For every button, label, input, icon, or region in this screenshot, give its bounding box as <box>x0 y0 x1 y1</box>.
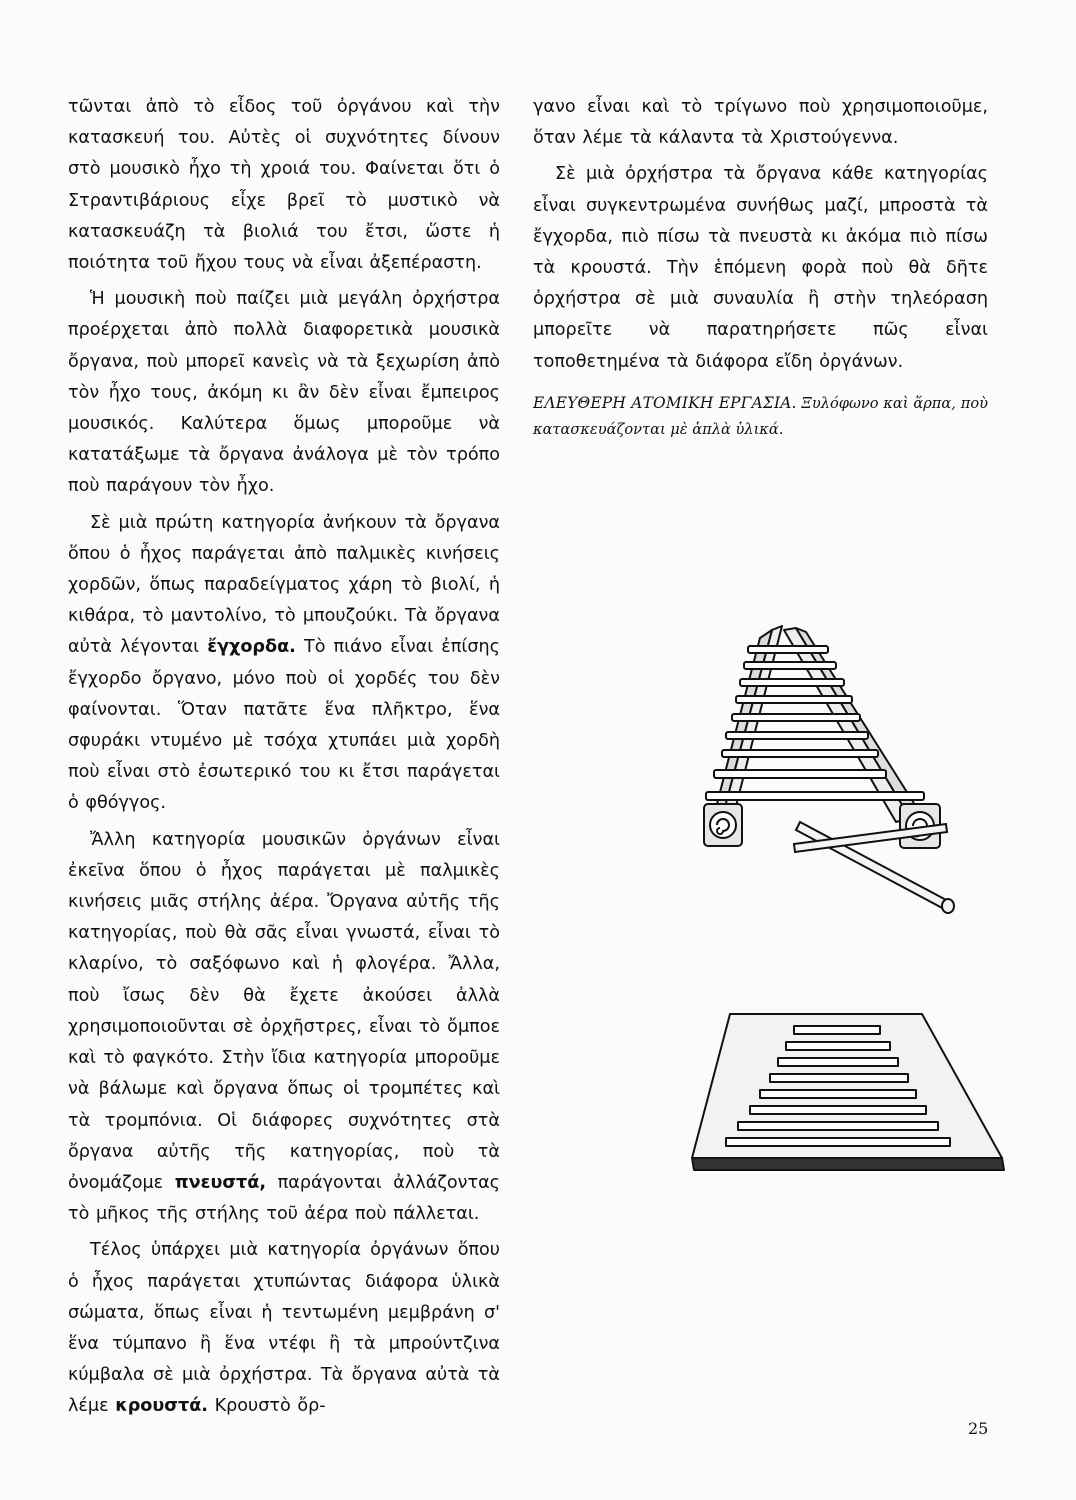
left-paragraph <box>68 1235 500 1422</box>
right-paragraph <box>533 92 988 154</box>
text-run: Τέλος ὑπάρχει μιὰ κατηγορία ὀργάνων ὅπου ὁ ἦχος παράγεται χτυπώντας διάφορα ὑλικὰ σώματα, ὅπως εἶναι ἡ τεντωμένη μεμβράνη σ' ἕνα τύμπανο ἢ ἕνα ντέφι ἢ τὰ μπρούντζινα κύμβαλα σὲ μιὰ ὀρχήστρα. Τὰ ὄργανα αὐτὰ τὰ λέμε <box>68 1240 500 1417</box>
left-paragraph <box>68 92 500 279</box>
right-column <box>533 92 988 443</box>
xylophone-illustration <box>700 618 970 918</box>
text-run: Σὲ μιὰ πρώτη κατηγορία ἀνήκουν τὰ ὄργανα ὅπου ὁ ἦχος παράγεται ἀπὸ παλμικὲς κινήσεις χορδῶν, ὅπως παραδείγματος χάρη τὸ βιολί, ἡ κιθάρα, τὸ μαντολίνο, τὸ μπουζούκι. Τὰ ὄργανα αὐτὰ λέγονται <box>68 512 500 658</box>
left-paragraph <box>68 284 500 502</box>
activity-note-text: Ξυλόφωνο καὶ ἅρπα, ποὺ κατασκευάζονται μὲ ἁπλὰ ὑλικά. <box>533 394 988 438</box>
text-run: τῶνται ἀπὸ τὸ εἶδος τοῦ ὀργάνου καὶ τὴν κατασκευή του. Αὐτὲς οἱ συχνότητες δίνουν στὸ μουσικὸ ἦχο τὴ χροιά του. Φαίνεται ὅτι ὁ Στραντιβάριους εἶχε βρεῖ τὸ μυστικὸ νὰ κατασκευάζη τὰ βιολιά του ἔτσι, ὥστε ἡ ποιότητα τοῦ ἤχου τους νὰ εἶναι ἀξεπέραστη. <box>68 97 500 274</box>
left-column <box>68 92 500 1428</box>
bold-term: κρουστά. <box>115 1396 208 1417</box>
text-run: παράγονται ἀλλάζοντας τὸ μῆκος τῆς στήλης τοῦ ἀέρα ποὺ πάλλεται. <box>68 1172 500 1225</box>
text-run: Κρουστὸ ὄρ- <box>207 1396 326 1417</box>
text-run: γανο εἶναι καὶ τὸ τρίγωνο ποὺ χρησιμοποιοῦμε, ὅταν λέμε τὰ κάλαντα τὰ Χριστούγεννα. <box>533 97 988 149</box>
text-run: Ἄλλη κατηγορία μουσικῶν ὀργάνων εἶναι ἐκεῖνα ὅπου ὁ ἦχος παράγεται μὲ παλμικὲς κινήσεις μιᾶς στήλης ἀέρα. Ὄργανα αὐτῆς τῆς κατηγορίας, ποὺ θὰ σᾶς εἶναι γνωστά, εἶναι τὸ κλαρίνο, τὸ σαξόφωνο καὶ ἡ φλογέρα. Ἄλλα, ποὺ ἴσως δὲν θὰ ἔχετε ἀκούσει ἀλλὰ χρησιμοποιοῦνται σὲ ὀρχῆστρες, εἶναι τὸ ὄμποε καὶ τὸ φαγκότο. Στὴν ἴδια κατηγορία μποροῦμε νὰ βάλωμε καὶ ὄργανα ὅπως οἱ τρομπέτες καὶ τὰ τρομπόνια. Οἱ διάφορες συχνότητες στὰ ὄργανα αὐτῆς τῆς κατηγορίας, ποὺ τὰ ὀνομάζομε <box>68 829 500 1193</box>
activity-note-heading: ΕΛΕΥΘΕΡΗ ΑΤΟΜΙΚΗ ΕΡΓΑΣΙΑ. <box>533 393 797 412</box>
right-paragraph <box>533 159 988 377</box>
left-paragraph <box>68 508 500 820</box>
activity-note <box>533 390 988 443</box>
bold-term: πνευστά, <box>174 1172 267 1193</box>
left-paragraph <box>68 825 500 1231</box>
text-run: Σὲ μιὰ ὀρχήστρα τὰ ὄργανα κάθε κατηγορίας εἶναι συγκεντρωμένα συνήθως μαζί, μπροστὰ τὰ ἔγχορδα, πιὸ πίσω τὰ πνευστὰ κι ἀκόμα πιὸ πίσω τὰ κρουστά. Τὴν ἑπόμενη φορὰ ποὺ θὰ δῆτε ὀρχήστρα σὲ μιὰ συναυλία ἢ στὴν τηλεόραση μπορεῖτε νὰ παρατηρήσετε πῶς εἶναι τοποθετημένα τὰ διάφορα εἴδη ὀργάνων. <box>533 164 988 372</box>
board-harp-illustration <box>690 1008 1015 1180</box>
right-column-text <box>533 92 988 378</box>
text-run: Ἡ μουσικὴ ποὺ παίζει μιὰ μεγάλη ὀρχήστρα προέρχεται ἀπὸ πολλὰ διαφορετικὰ μουσικὰ ὄργανα, ποὺ μπορεῖ κανεὶς νὰ τὰ ξεχωρίση ἀπὸ τὸν ἦχο τους, ἀκόμη κι ἂν δὲν εἶναι ἔμπειρος μουσικός. Καλύτερα ὅμως μποροῦμε νὰ κατατάξωμε τὰ ὄργανα ἀνάλογα μὲ τὸν τρόπο ποὺ παράγουν τὸν ἦχο. <box>68 289 500 497</box>
bold-term: ἔγχορδα. <box>207 637 296 658</box>
text-run: Τὸ πιάνο εἶναι ἐπίσης ἔγχορδο ὄργανο, μόνο ποὺ οἱ χορδές του δὲν φαίνονται. Ὅταν πατᾶτε ἕνα πλῆκτρο, ἕνα σφυράκι ντυμένο μὲ τσόχα χτυπάει μιὰ χορδὴ ποὺ εἶναι στὸ ἐσωτερικό του κι ἔτσι παράγεται ὁ φθόγγος. <box>68 637 500 814</box>
page-number: 25 <box>968 1419 989 1438</box>
